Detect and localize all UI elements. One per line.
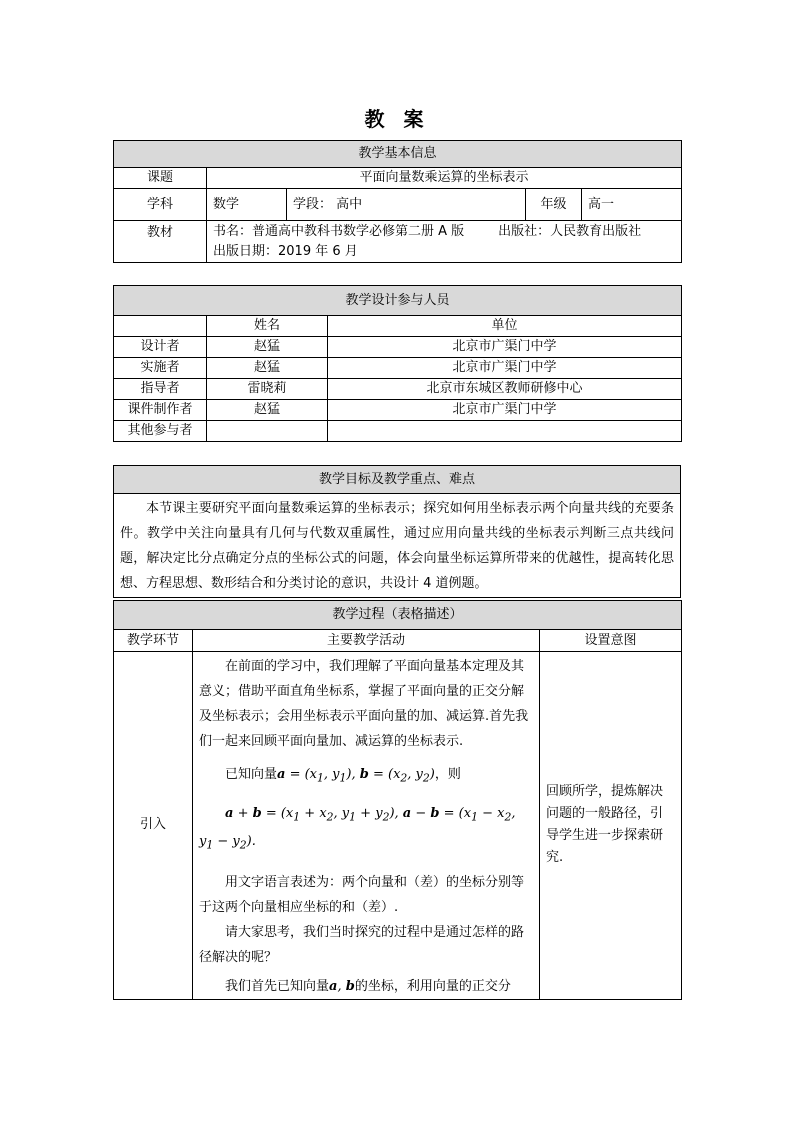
activity-formula [199, 801, 533, 858]
person-name [207, 421, 328, 442]
textbook-book: 书名：普通高中教科书数学必修第二册 A 版 [213, 223, 465, 239]
table-row [114, 421, 682, 442]
table-row [114, 358, 682, 379]
basic-info-table [113, 140, 682, 263]
topic-label: 课题 [114, 168, 207, 189]
subject-value: 数学 [207, 189, 287, 221]
person-name: 赵猛 [207, 358, 328, 379]
process-header: 教学过程（表格描述） [114, 601, 682, 630]
formula-vectors: $a = (x_1$, $y_1$), $b = (x_2$, $y_2$) [277, 767, 435, 785]
textbook-label: 教材 [114, 221, 207, 263]
unit [328, 421, 682, 442]
textbook-publisher: 出版社：人民教育出版社 [498, 223, 642, 239]
role: 设计者 [114, 337, 207, 358]
basic-info-header: 教学基本信息 [114, 141, 682, 168]
p2-text: 已知向量 [225, 767, 278, 782]
document-title: 教 案 [364, 107, 430, 131]
process-table [113, 600, 682, 1000]
activity-p2 [199, 762, 533, 791]
textbook-date: 出版日期：2019 年 6 月 [213, 243, 358, 259]
activity-cell [193, 652, 540, 1000]
unit: 北京市广渠门中学 [328, 358, 682, 379]
table-row [114, 379, 682, 400]
goals-header: 教学目标及教学重点、难点 [114, 466, 681, 494]
textbook-cell [207, 221, 682, 263]
col-name: 姓名 [207, 316, 328, 337]
stage-cell [287, 189, 526, 221]
stage-label: 学段： [293, 196, 333, 212]
p5-a: 我们首先已知向量 [225, 978, 330, 994]
col-unit: 单位 [328, 316, 682, 337]
participants-table [113, 285, 682, 442]
unit: 北京市广渠门中学 [328, 337, 682, 358]
p5-b: 的坐标，利用向量的正交分 [354, 978, 511, 994]
col-stage: 教学环节 [114, 630, 193, 652]
activity-p5 [199, 974, 533, 999]
p2-suffix: ，则 [434, 767, 461, 782]
unit: 北京市广渠门中学 [328, 400, 682, 421]
subject-label: 学科 [114, 189, 207, 221]
role: 课件制作者 [114, 400, 207, 421]
stage-intro: 引入 [114, 652, 193, 1000]
table-row [114, 400, 682, 421]
intent-text: 回顾所学，提炼解决问题的一般路径，引导学生进一步探索研究. [540, 652, 682, 1000]
activity-p3: 用文字语言表述为：两个向量和（差）的坐标分别等于这两个向量相应坐标的和（差）. [199, 874, 525, 915]
col-intent: 设置意图 [540, 630, 682, 652]
topic-value: 平面向量数乘运算的坐标表示 [207, 168, 682, 189]
goals-text: 本节课主要研究平面向量数乘运算的坐标表示；探究如何用坐标表示两个向量共线的充要条件。教学中关注向量具有几何与代数双重属性，通过应用向量共线的坐标表示判断三点共线问题，解决定比分点确定分点的坐标公式的问题，体会向量坐标运算所带来的优越性，提高转化思想、方程思想、数形结合和分类讨论的意识，共设计 4 道例题。 [114, 494, 681, 598]
formula-ab: a, b [329, 978, 355, 994]
activity-p1: 在前面的学习中，我们理解了平面向量基本定理及其意义；借助平面直角坐标系，掌握了平面向量的正交分解及坐标表示；会用坐标表示平面向量的加、减运算.首先我们一起来回顾平面向量加、减运算的坐标表示. [199, 659, 529, 749]
stage-value: 高中 [336, 196, 363, 212]
activity-p4: 请大家思考，我们当时探究的过程中是通过怎样的路径解决的呢？ [199, 924, 525, 965]
unit: 北京市东城区教师研修中心 [328, 379, 682, 400]
person-name: 赵猛 [207, 337, 328, 358]
participants-corner [114, 316, 207, 337]
person-name: 赵猛 [207, 400, 328, 421]
formula-sum-diff: $a + b = (x_1 + x_2$, $y_1 + y_2$), $a - b = (x_1 - x_2$, $y_1 - y_2$). [199, 805, 516, 852]
goals-table [113, 465, 681, 598]
grade-value: 高一 [582, 189, 682, 221]
role: 实施者 [114, 358, 207, 379]
col-activity: 主要教学活动 [193, 630, 540, 652]
participants-header: 教学设计参与人员 [114, 286, 682, 316]
table-row [114, 337, 682, 358]
grade-label: 年级 [526, 189, 582, 221]
role: 指导者 [114, 379, 207, 400]
role: 其他参与者 [114, 421, 207, 442]
person-name: 雷晓莉 [207, 379, 328, 400]
